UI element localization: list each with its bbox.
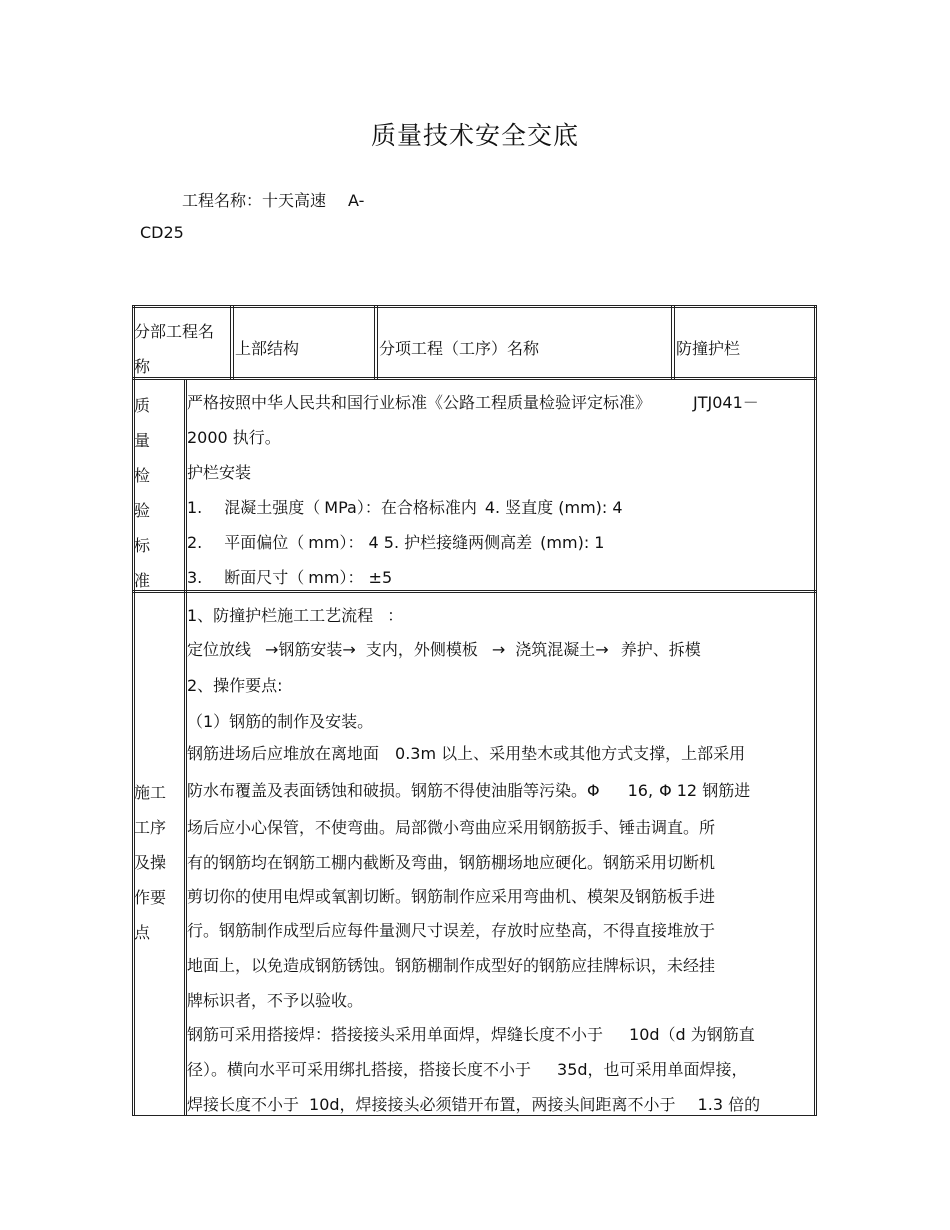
- project-name-label: [182, 188, 364, 211]
- quality-label-char: 量: [134, 431, 151, 450]
- process-line: 径）。横向水平可采用绑扎搭接，搭接长度不小于 35d，也可采用单面焊接，: [187, 1060, 748, 1079]
- rule-h3: [671, 305, 672, 379]
- rule-right: [816, 305, 817, 1116]
- header-cell-division-a: 分部工程名: [134, 322, 215, 341]
- project-name-text: 工程名称：十天高速: [182, 191, 327, 210]
- quality-line: 2000 执行。: [187, 428, 281, 447]
- rule-right-inner: [814, 305, 815, 1116]
- quality-line: 严格按照中华人民共和国行业标准《公路工程质量检验评定标准》 JTJ041－: [187, 393, 759, 412]
- rule-header-bottom: [132, 377, 816, 378]
- rule-left: [132, 305, 133, 1116]
- process-line: 场后应小心保管，不使弯曲。局部微小弯曲应采用钢筋扳手、锤击调直。所: [187, 818, 716, 837]
- quality-line: 3. 断面尺寸（ mm）： ±5: [187, 568, 393, 587]
- process-line: 防水布覆盖及表面锈蚀和破损。钢筋不得使油脂等污染。Φ 16, Φ 12 钢筋进: [187, 781, 751, 800]
- process-line: 焊接长度不小于 10d，焊接接头必须错开布置，两接头间距离不小于 1.3 倍的: [187, 1095, 761, 1114]
- rule-top-inner: [132, 307, 816, 308]
- quality-line: 护栏安装: [187, 463, 252, 482]
- rule-top: [132, 305, 816, 306]
- process-label-line: 工序: [134, 818, 167, 837]
- quality-label-char: 准: [134, 571, 151, 590]
- rule-h2: [374, 305, 375, 379]
- header-cell-guardrail: 防撞护栏: [676, 339, 741, 358]
- process-line: 1、防撞护栏施工工艺流程 ：: [187, 606, 404, 625]
- quality-line: 2. 平面偏位（ mm）： 4 5. 护栏接缝两侧高差 (mm): 1: [187, 533, 605, 552]
- process-line: （1）钢筋的制作及安装。: [187, 712, 374, 731]
- quality-label-char: 质: [134, 396, 151, 415]
- quality-label-char: 检: [134, 466, 151, 485]
- process-line: 行。钢筋制作成型后应每件量测尺寸误差，存放时应垫高，不得直接堆放于: [187, 921, 716, 940]
- quality-label-char: 验: [134, 501, 151, 520]
- rule-h1: [230, 305, 231, 379]
- process-line: 钢筋可采用搭接焊：搭接接头采用单面焊，焊缝长度不小于 10d（d 为钢筋直: [187, 1025, 755, 1044]
- rule-header-bottom-inner: [132, 379, 816, 380]
- project-code-part2: CD25: [140, 223, 184, 242]
- process-line: 剪切你的使用电焊或氧割切断。钢筋制作应采用弯曲机、模架及钢筋板手进: [187, 887, 716, 906]
- quality-label-char: 标: [134, 536, 151, 555]
- rule-h2b: [377, 305, 378, 379]
- process-line: 定位放线 →钢筋安装→ 支内，外侧模板 → 浇筑混凝土→ 养护、拆模: [187, 640, 701, 659]
- rule-label-col: [184, 379, 185, 1116]
- process-line: 钢筋进场后应堆放在离地面 0.3m 以上、采用垫木或其他方式支撑，上部采用: [187, 744, 746, 763]
- process-label-line: 及操: [134, 853, 167, 872]
- header-cell-division-b: 称: [134, 357, 151, 376]
- rule-left-inner: [134, 305, 135, 1116]
- header-cell-superstructure: 上部结构: [235, 339, 300, 358]
- process-line: 有的钢筋均在钢筋工棚内截断及弯曲，钢筋棚场地应硬化。钢筋采用切断机: [187, 853, 716, 872]
- quality-line: 1. 混凝土强度（ MPa）：在合格标准内 4. 竖直度 (mm): 4: [187, 498, 623, 517]
- project-code-part1: A-: [348, 191, 365, 210]
- header-cell-subitem-label: 分项工程（工序）名称: [379, 339, 540, 358]
- process-line: 牌标识者，不予以验收。: [187, 991, 364, 1010]
- process-label-line: 作要: [134, 888, 167, 907]
- rule-h3b: [674, 305, 675, 379]
- page-title: 质量技术安全交底: [370, 121, 579, 150]
- rule-h1b: [233, 305, 234, 379]
- process-label-line: 点: [134, 923, 151, 942]
- process-line: 2、操作要点:: [187, 676, 283, 695]
- process-line: 地面上，以免造成钢筋锈蚀。钢筋棚制作成型好的钢筋应挂牌标识，未经挂: [187, 956, 716, 975]
- process-label-line: 施工: [134, 783, 167, 802]
